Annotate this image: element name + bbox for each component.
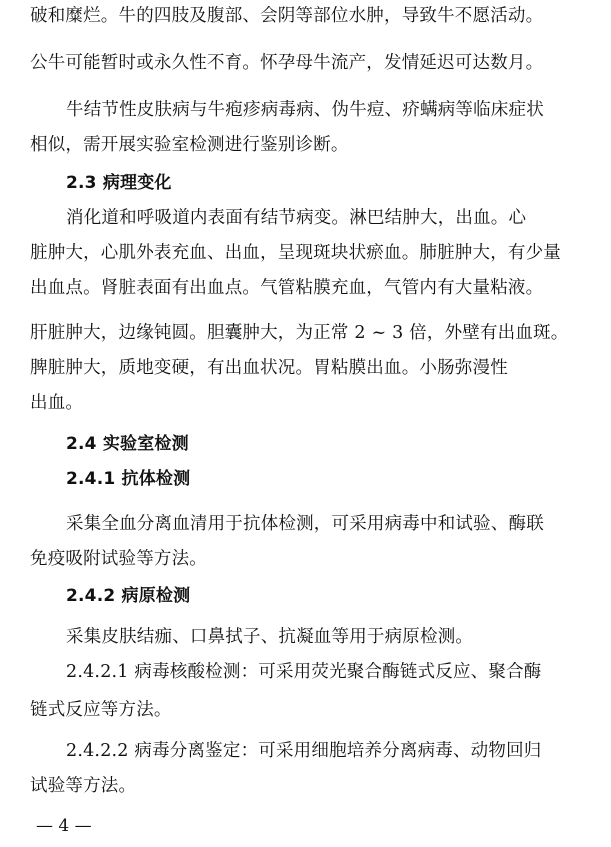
text-line: 出血点。肾脏表面有出血点。气管粘膜充血，气管内有大量粘液。 — [30, 278, 544, 298]
text-line: 破和糜烂。牛的四肢及腹部、会阴等部位水肿，导致牛不愿活动。 — [30, 6, 544, 26]
text-line: 采集皮肤结痂、口鼻拭子、抗凝血等用于病原检测。 — [66, 627, 474, 647]
page-number: — 4 — — [36, 816, 92, 836]
subsection-heading: 2.4.1 抗体检测 — [66, 469, 191, 489]
text-line: 2.4.2.2 病毒分离鉴定：可采用细胞培养分离病毒、动物回归 — [66, 741, 542, 761]
subsection-heading: 2.4.2 病原检测 — [66, 586, 191, 606]
text-line: 链式反应等方法。 — [30, 700, 172, 720]
text-line: 试验等方法。 — [30, 776, 137, 796]
section-heading: 2.4 实验室检测 — [66, 434, 189, 454]
text-line: 脏肿大，心肌外表充血、出血，呈现斑块状瘀血。肺脏肿大，有少量 — [30, 243, 561, 263]
text-line: 公牛可能暂时或永久性不育。怀孕母牛流产，发情延迟可达数月。 — [30, 53, 544, 73]
text-line: 相似，需开展实验室检测进行鉴别诊断。 — [30, 135, 349, 155]
text-line: 牛结节性皮肤病与牛疱疹病毒病、伪牛痘、疥螨病等临床症状 — [66, 100, 544, 120]
text-line: 采集全血分离血清用于抗体检测，可采用病毒中和试验、酶联 — [66, 514, 544, 534]
text-line: 消化道和呼吸道内表面有结节病变。淋巴结肿大，出血。心 — [66, 208, 527, 228]
text-line: 免疫吸附试验等方法。 — [30, 549, 207, 569]
section-heading: 2.3 病理变化 — [66, 173, 172, 193]
text-line: 脾脏肿大，质地变硬，有出血状况。胃粘膜出血。小肠弥漫性 — [30, 358, 508, 378]
text-line: 出血。 — [30, 393, 84, 413]
text-line: 2.4.2.1 病毒核酸检测：可采用荧光聚合酶链式反应、聚合酶 — [66, 662, 542, 682]
text-line: 肝脏肿大，边缘钝圆。胆囊肿大，为正常 2 ~ 3 倍，外壁有出血斑。 — [30, 323, 569, 343]
